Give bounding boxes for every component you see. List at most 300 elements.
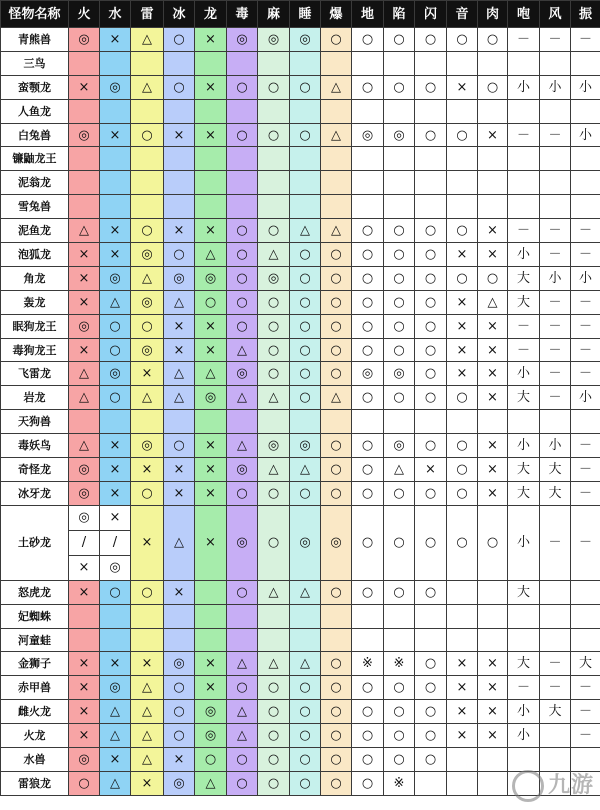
weakness-cell: － [571,458,600,482]
weakness-cell [290,171,321,195]
weakness-cell [540,99,571,123]
weakness-cell: ○ [321,338,352,362]
weakness-cell [447,99,478,123]
table-row [1,314,600,338]
weakness-cell: / [100,530,131,555]
weakness-cell [321,51,352,75]
weakness-cell: × [447,243,478,267]
weakness-cell: × [447,75,478,99]
weakness-cell [227,195,258,219]
weakness-cell: ○ [384,338,415,362]
weakness-cell [258,604,290,628]
weakness-cell: ◎ [384,123,415,147]
weakness-cell: ○ [131,314,164,338]
weakness-cell: ○ [352,676,384,700]
weakness-cell: ○ [478,75,508,99]
weakness-cell [352,195,384,219]
weakness-cell: × [100,28,131,52]
weakness-cell [415,51,447,75]
weakness-cell [415,99,447,123]
weakness-cell: ○ [447,28,478,52]
weakness-cell: － [571,724,600,748]
weakness-cell: × [131,505,164,580]
weakness-cell: － [540,123,571,147]
weakness-cell: ○ [384,28,415,52]
weakness-cell: ◎ [131,434,164,458]
weakness-cell: 小 [571,123,600,147]
weakness-cell [164,147,195,171]
weakness-cell: ◎ [258,266,290,290]
weakness-cell: ○ [227,481,258,505]
weakness-cell [540,171,571,195]
weakness-cell: △ [258,458,290,482]
weakness-cell: ○ [290,676,321,700]
monster-name: 冰牙龙 [1,481,69,505]
weakness-cell: 小 [508,700,540,724]
weakness-cell: ○ [100,386,131,410]
weakness-cell: ※ [352,652,384,676]
table-row [1,505,600,530]
weakness-cell: ○ [321,266,352,290]
weakness-cell [540,724,571,748]
weakness-cell: ◎ [69,481,100,505]
weakness-cell [447,195,478,219]
weakness-cell: － [571,362,600,386]
weakness-cell: × [69,243,100,267]
weakness-cell: × [478,481,508,505]
weakness-cell [258,171,290,195]
weakness-cell: ○ [258,314,290,338]
monster-name: 妃蜘蛛 [1,604,69,628]
weakness-cell [352,51,384,75]
weakness-cell: 小 [508,505,540,580]
weakness-cell: ○ [321,28,352,52]
weakness-cell: ◎ [384,434,415,458]
weakness-cell [508,410,540,434]
weakness-cell [131,99,164,123]
weakness-cell: ○ [352,290,384,314]
weakness-cell: ○ [195,290,227,314]
weakness-cell: ○ [100,338,131,362]
weakness-cell [164,99,195,123]
weakness-cell: ○ [384,676,415,700]
weakness-cell: △ [321,75,352,99]
weakness-cell: ○ [164,75,195,99]
weakness-cell [508,51,540,75]
weakness-cell: △ [195,771,227,795]
weakness-cell: △ [478,290,508,314]
weakness-cell: ○ [290,771,321,795]
weakness-cell: ◎ [69,748,100,772]
weakness-cell: △ [164,505,195,580]
weakness-cell [227,99,258,123]
weakness-cell: － [540,290,571,314]
weakness-cell [478,171,508,195]
weakness-cell: ○ [415,338,447,362]
table-row [1,676,600,700]
weakness-cell [384,604,415,628]
weakness-cell: △ [131,266,164,290]
weakness-cell [290,195,321,219]
weakness-cell: ◎ [100,362,131,386]
weakness-cell: ○ [290,314,321,338]
weakness-cell: × [69,75,100,99]
weakness-cell [571,99,600,123]
weakness-cell [290,604,321,628]
weakness-cell: ○ [415,123,447,147]
monster-name: 蛮颚龙 [1,75,69,99]
weakness-cell [384,99,415,123]
weakness-cell [258,628,290,652]
weakness-cell: ○ [352,458,384,482]
weakness-cell: ○ [321,652,352,676]
weakness-cell: × [195,652,227,676]
weakness-cell: × [69,700,100,724]
weakness-cell [100,195,131,219]
weakness-cell [415,147,447,171]
weakness-cell: ○ [352,75,384,99]
weakness-cell: ○ [352,338,384,362]
monster-name: 怒虎龙 [1,580,69,604]
weakness-cell: △ [290,580,321,604]
weakness-cell: △ [227,700,258,724]
weakness-cell [478,51,508,75]
weakness-cell [164,171,195,195]
weakness-cell [164,195,195,219]
weakness-cell: × [478,724,508,748]
weakness-cell: ○ [321,724,352,748]
weakness-cell: ◎ [195,724,227,748]
weakness-cell: △ [69,219,100,243]
weakness-cell: ○ [415,314,447,338]
weakness-cell: － [571,481,600,505]
weakness-cell: ○ [321,771,352,795]
weakness-cell: － [571,243,600,267]
weakness-cell [195,580,227,604]
weakness-cell: － [508,338,540,362]
weakness-cell: × [164,481,195,505]
weakness-cell [352,99,384,123]
weakness-cell: － [571,434,600,458]
weakness-cell: ○ [384,75,415,99]
monster-name: 轰龙 [1,290,69,314]
weakness-cell: 小 [508,434,540,458]
weakness-cell: ○ [227,580,258,604]
weakness-cell: ○ [352,314,384,338]
weakness-cell: ○ [321,434,352,458]
weakness-cell: ◎ [100,75,131,99]
weakness-cell: 大 [540,481,571,505]
weakness-cell [258,410,290,434]
weakness-cell: ○ [415,266,447,290]
weakness-cell: ○ [290,290,321,314]
monster-name: 奇怪龙 [1,458,69,482]
weakness-cell: × [164,314,195,338]
monster-name: 河童蛙 [1,628,69,652]
weakness-cell: － [540,505,571,580]
weakness-cell: ○ [384,724,415,748]
weakness-cell: ◎ [69,505,100,530]
weakness-cell: － [508,676,540,700]
weakness-cell: △ [100,724,131,748]
weakness-cell [69,171,100,195]
weakness-cell: ○ [415,481,447,505]
header-col-1: 火 [69,1,100,28]
weakness-cell: ○ [415,580,447,604]
weakness-cell [100,410,131,434]
weakness-cell: ○ [258,505,290,580]
weakness-cell: ○ [384,386,415,410]
weakness-cell [384,171,415,195]
weakness-cell: ○ [227,75,258,99]
weakness-cell: △ [321,123,352,147]
weakness-cell: △ [100,290,131,314]
weakness-cell [195,51,227,75]
table-row [1,338,600,362]
weakness-cell [540,604,571,628]
weakness-cell: △ [258,580,290,604]
table-row [1,481,600,505]
weakness-cell: ○ [321,748,352,772]
weakness-cell: ○ [258,75,290,99]
logo-icon [512,770,544,802]
weakness-cell: ○ [352,434,384,458]
weakness-cell: ○ [290,266,321,290]
weakness-cell: ○ [227,676,258,700]
table-row [1,386,600,410]
weakness-cell: － [540,28,571,52]
weakness-cell: ◎ [100,266,131,290]
weakness-cell: ◎ [227,28,258,52]
weakness-cell: ※ [384,652,415,676]
weakness-cell [227,628,258,652]
weakness-cell: ◎ [195,700,227,724]
weakness-cell: ○ [352,243,384,267]
weakness-cell [478,748,508,772]
weakness-cell: × [447,314,478,338]
header-col-8: 睡 [290,1,321,28]
weakness-cell [227,410,258,434]
weakness-cell: ○ [321,700,352,724]
weakness-cell [447,147,478,171]
weakness-cell: × [478,652,508,676]
weakness-cell [508,195,540,219]
monster-name: 土砂龙 [1,505,69,580]
monster-name: 水兽 [1,748,69,772]
weakness-cell: ◎ [258,28,290,52]
weakness-cell: ○ [227,123,258,147]
weakness-cell: × [447,724,478,748]
weakness-cell: ◎ [131,338,164,362]
monster-name: 雪兔兽 [1,195,69,219]
weakness-cell [100,147,131,171]
weakness-cell: ○ [415,75,447,99]
weakness-cell: × [195,75,227,99]
weakness-cell: ○ [447,434,478,458]
weakness-cell: ○ [290,386,321,410]
weakness-cell: △ [131,700,164,724]
weakness-cell: × [195,338,227,362]
weakness-cell: － [508,123,540,147]
weakness-cell: △ [227,386,258,410]
weakness-cell: / [69,530,100,555]
weakness-cell: ○ [227,771,258,795]
header-col-17: 振 [571,1,600,28]
weakness-cell [571,147,600,171]
weakness-cell: ※ [384,771,415,795]
weakness-cell: ○ [164,243,195,267]
weakness-cell: 小 [571,75,600,99]
monster-name: 雌火龙 [1,700,69,724]
weakness-cell [415,628,447,652]
weakness-cell [478,771,508,795]
weakness-cell [478,99,508,123]
weakness-cell: ○ [352,700,384,724]
weakness-cell: △ [290,652,321,676]
weakness-cell: － [540,243,571,267]
weakness-cell: × [69,290,100,314]
weakness-cell: × [195,458,227,482]
weakness-cell: ○ [415,724,447,748]
weakness-cell: × [69,266,100,290]
header-col-10: 地 [352,1,384,28]
weakness-cell: ○ [384,243,415,267]
table-row [1,243,600,267]
table-row [1,724,600,748]
weakness-cell [131,147,164,171]
weakness-cell: × [164,123,195,147]
weakness-cell: ○ [415,676,447,700]
weakness-cell [508,171,540,195]
table-row [1,410,600,434]
weakness-cell: × [69,580,100,604]
weakness-cell: ○ [164,724,195,748]
weakness-cell [447,51,478,75]
weakness-cell [69,99,100,123]
weakness-cell: ○ [290,75,321,99]
table-row [1,458,600,482]
header-col-4: 冰 [164,1,195,28]
weakness-cell [478,628,508,652]
weakness-cell: － [571,700,600,724]
watermark-text: 九游 [547,773,594,798]
weakness-cell [164,604,195,628]
weakness-cell: ◎ [227,458,258,482]
weakness-cell: ◎ [290,505,321,580]
weakness-cell: 小 [571,266,600,290]
weakness-cell: × [478,338,508,362]
watermark-logo [512,768,594,802]
weakness-cell: ○ [321,243,352,267]
weakness-cell: ◎ [131,243,164,267]
weakness-cell: △ [321,386,352,410]
weakness-cell: △ [131,724,164,748]
weakness-cell: × [447,700,478,724]
weakness-cell: △ [131,386,164,410]
weakness-cell: ○ [321,362,352,386]
weakness-cell [352,410,384,434]
weakness-cell: ○ [415,219,447,243]
weakness-cell: ○ [415,505,447,580]
weakness-cell: ○ [227,219,258,243]
weakness-cell: 大 [508,266,540,290]
table-row [1,266,600,290]
weakness-cell [69,51,100,75]
weakness-cell: × [478,700,508,724]
weakness-cell: ○ [447,123,478,147]
table-row [1,75,600,99]
weakness-cell: × [100,458,131,482]
weakness-cell [352,171,384,195]
weakness-cell: △ [195,362,227,386]
weakness-cell: ○ [258,724,290,748]
weakness-cell: ◎ [321,505,352,580]
weakness-cell [258,147,290,171]
weakness-cell: ◎ [195,386,227,410]
weakness-cell: ◎ [164,266,195,290]
header-col-12: 闪 [415,1,447,28]
weakness-cell: △ [384,458,415,482]
weakness-cell [540,195,571,219]
weakness-cell: ○ [352,580,384,604]
weakness-cell: ◎ [131,290,164,314]
header-col-6: 毒 [227,1,258,28]
weakness-cell: × [100,123,131,147]
monster-name: 飞雷龙 [1,362,69,386]
weakness-cell [508,628,540,652]
weakness-cell: × [69,555,100,580]
weakness-cell: △ [227,652,258,676]
weakness-cell: － [540,652,571,676]
weakness-cell: △ [164,386,195,410]
weakness-cell [540,51,571,75]
monster-name: 泡狐龙 [1,243,69,267]
weakness-cell: ○ [352,771,384,795]
weakness-cell [290,628,321,652]
weakness-cell [321,628,352,652]
weakness-cell: × [478,386,508,410]
weakness-cell: × [195,676,227,700]
weakness-cell: － [540,362,571,386]
weakness-cell: △ [258,243,290,267]
weakness-cell [447,171,478,195]
weakness-cell: － [540,219,571,243]
weakness-cell: ○ [195,748,227,772]
weakness-cell [321,99,352,123]
weakness-cell [227,51,258,75]
weakness-cell: － [571,505,600,580]
weakness-cell [508,604,540,628]
weakness-cell: ○ [164,676,195,700]
table-row [1,28,600,52]
monster-name: 天狗兽 [1,410,69,434]
weakness-cell: 大 [508,652,540,676]
weakness-cell [131,171,164,195]
weakness-cell: ○ [164,700,195,724]
weakness-cell: ◎ [164,771,195,795]
table-row [1,123,600,147]
weakness-cell [571,51,600,75]
weakness-cell: × [131,771,164,795]
weakness-cell: ○ [258,290,290,314]
weakness-cell: △ [164,290,195,314]
weakness-cell: － [571,314,600,338]
table-row [1,771,600,795]
weakness-cell: ○ [415,700,447,724]
header-col-11: 陷 [384,1,415,28]
weakness-cell [227,604,258,628]
weakness-cell: ○ [352,748,384,772]
